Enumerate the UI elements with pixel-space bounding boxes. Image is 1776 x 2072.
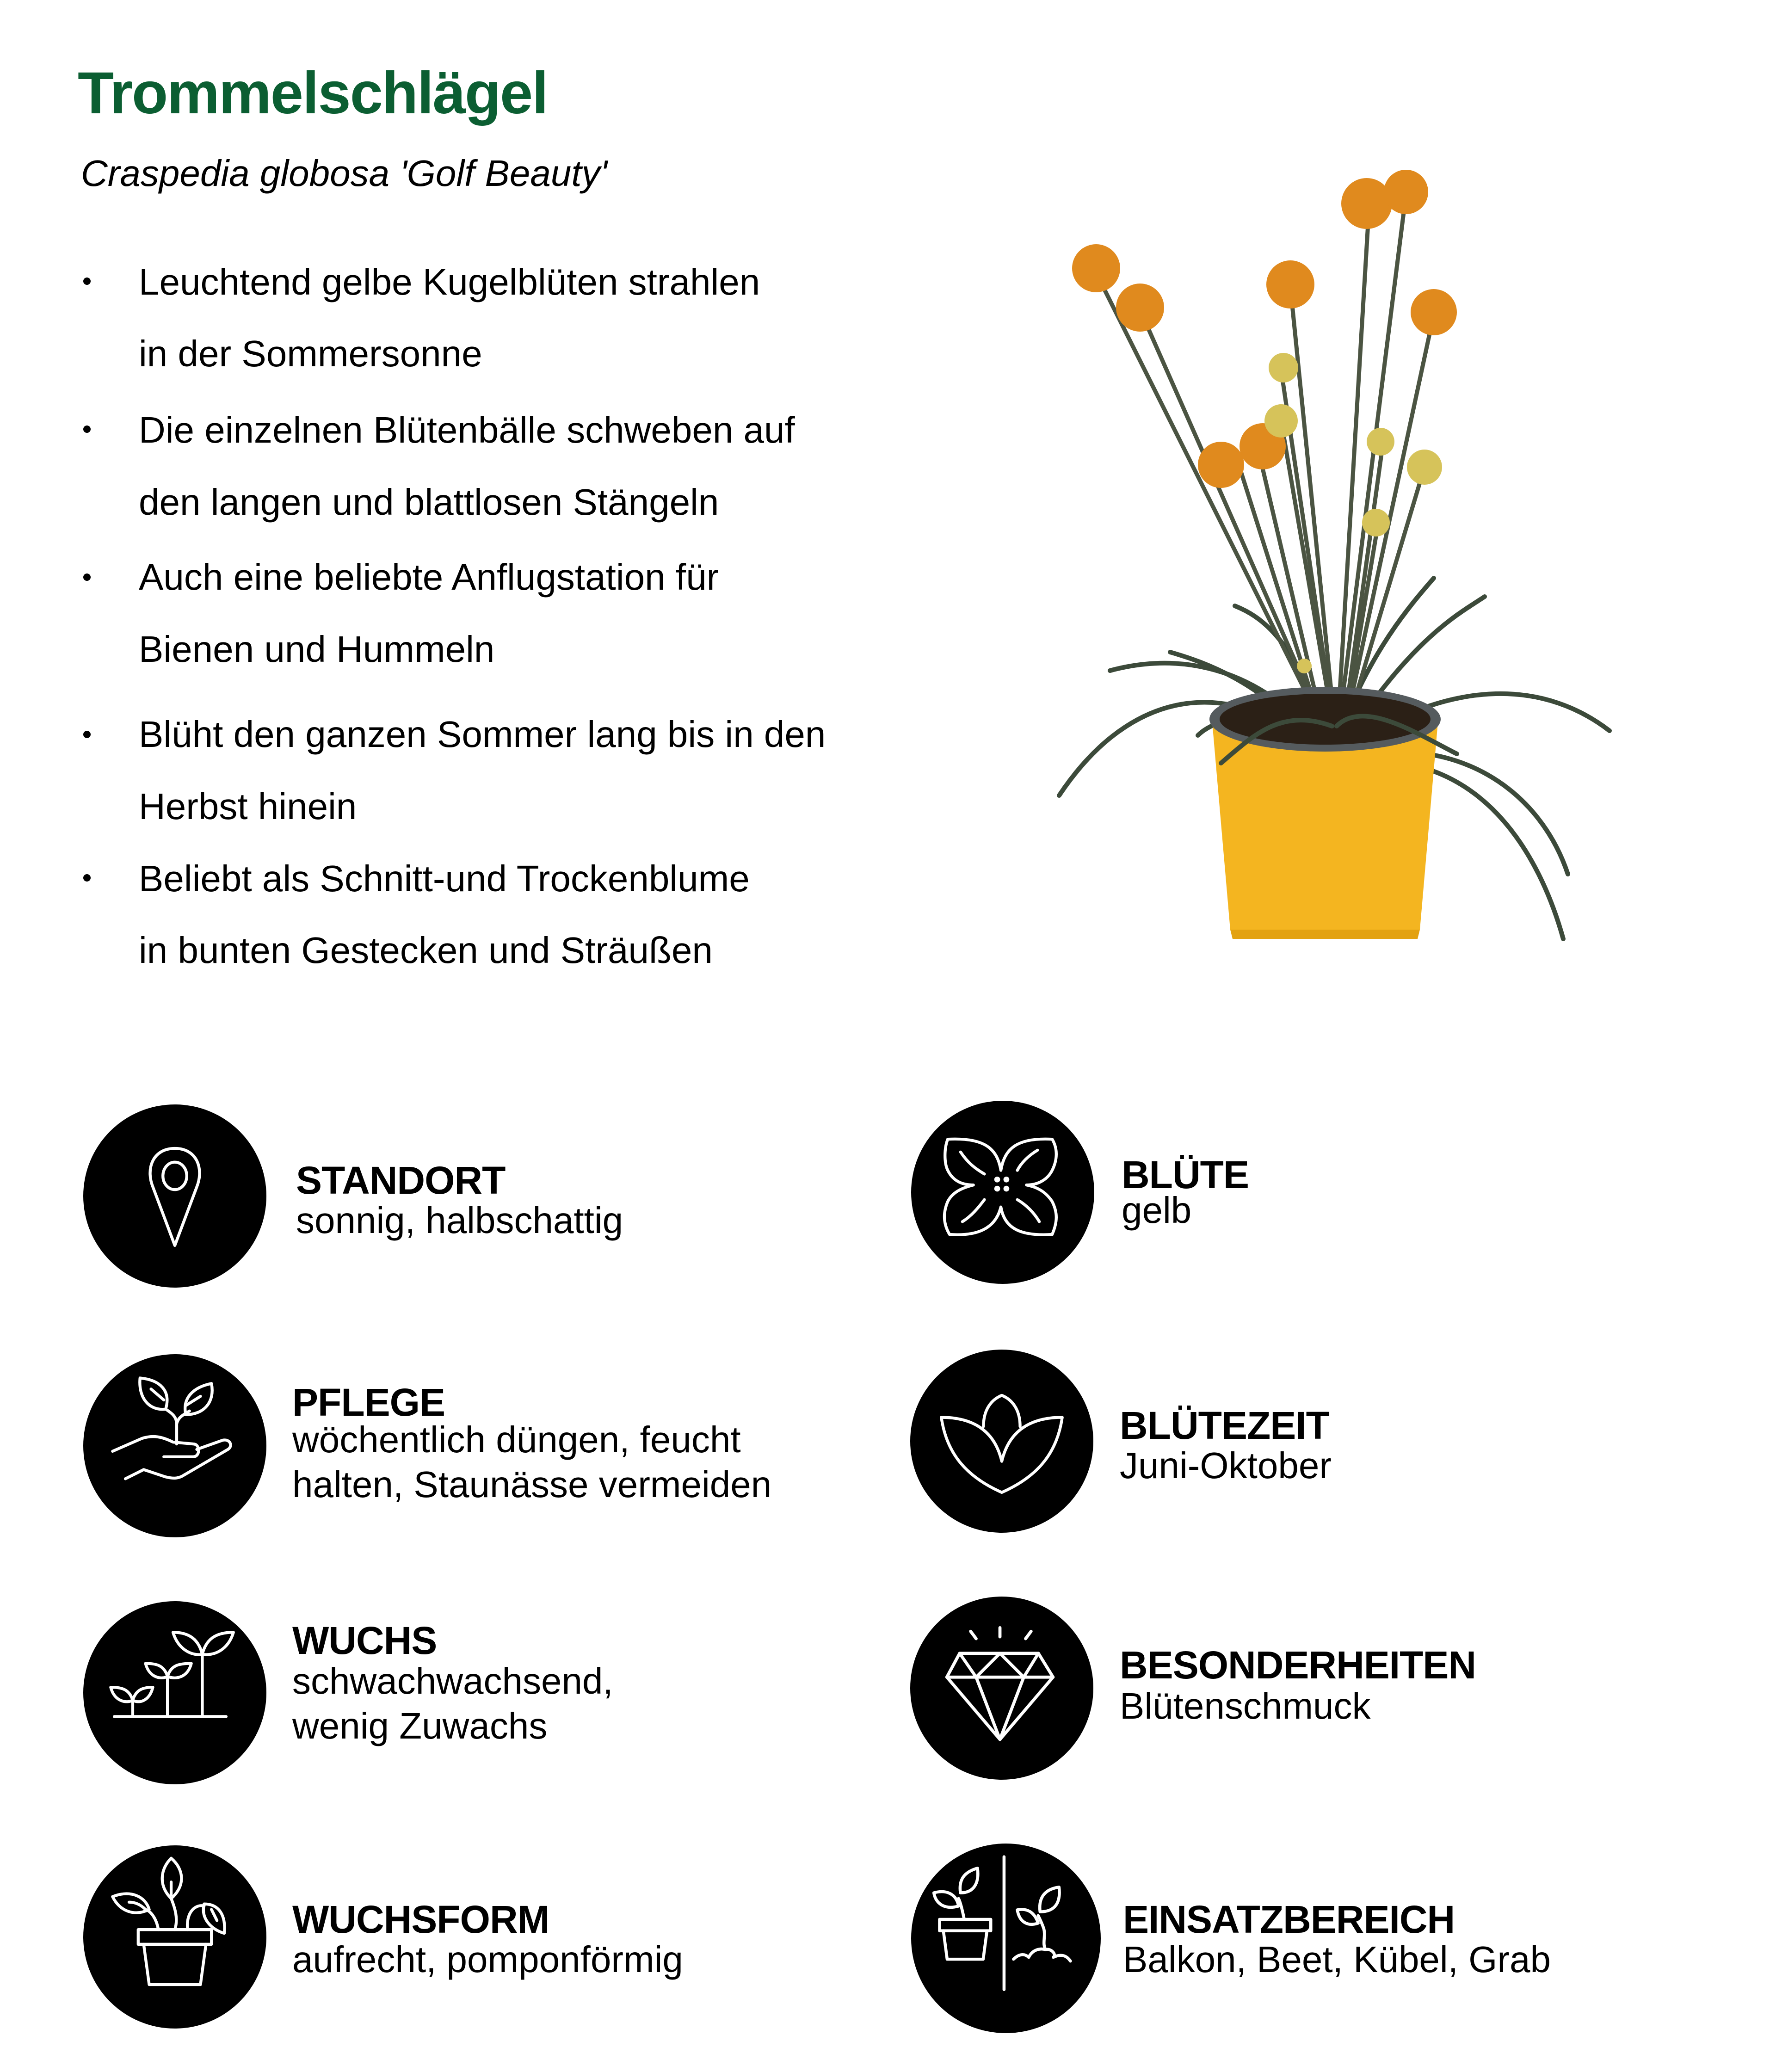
hand-seedling-icon (83, 1354, 266, 1537)
property-value-line: Blütenschmuck (1120, 1685, 1371, 1727)
property-value-line: gelb (1122, 1190, 1192, 1231)
list-item-line: Herbst hinein (139, 786, 357, 827)
botanical-name: Craspedia globosa 'Golf Beauty' (81, 153, 607, 194)
property-label: BLÜTE (1122, 1153, 1249, 1196)
page-title: Trommelschlägel (78, 60, 548, 126)
property-value-line: Balkon, Beet, Kübel, Grab (1123, 1939, 1551, 1980)
property-label: EINSATZBEREICH (1123, 1898, 1455, 1941)
location-pin-icon (83, 1104, 266, 1288)
list-item-line: Bienen und Hummeln (139, 629, 495, 670)
pot-and-ground-icon (911, 1844, 1101, 2033)
property-label: WUCHSFORM (292, 1898, 549, 1941)
product-photo (1041, 153, 1619, 985)
list-item-line: Blüht den ganzen Sommer lang bis in den (139, 714, 826, 755)
property-value-line: wöchentlich düngen, feucht (292, 1419, 741, 1460)
property-label: WUCHS (292, 1619, 437, 1662)
property-value (1123, 1937, 1551, 1982)
list-item-line: Leuchtend gelbe Kugelblüten strahlen (139, 261, 760, 302)
list-item-line: in der Sommersonne (139, 333, 482, 374)
property-value-line: wenig Zuwachs (292, 1705, 548, 1746)
property-value-line: sonnig, halbschattig (296, 1200, 623, 1241)
property-label: BESONDERHEITEN (1120, 1643, 1476, 1687)
property-value (292, 1417, 771, 1507)
potted-plant-photo-icon (1041, 153, 1619, 985)
bullet-icon (83, 426, 91, 433)
lotus-icon (910, 1350, 1093, 1533)
property-label: STANDORT (296, 1159, 506, 1202)
property-value-line: halten, Staunässe vermeiden (292, 1464, 772, 1505)
property-label: BLÜTEZEIT (1120, 1404, 1329, 1447)
flower-icon (911, 1101, 1094, 1284)
list-item-line: Beliebt als Schnitt-und Trockenblume (139, 858, 750, 899)
property-value-line: schwachwachsend, (292, 1660, 613, 1702)
bullet-icon (83, 874, 91, 882)
property-value (1122, 1188, 1191, 1233)
bullet-icon (83, 731, 91, 738)
list-item-line: in bunten Gestecken und Sträußen (139, 930, 713, 971)
property-value (292, 1937, 683, 1982)
growing-plants-icon (83, 1601, 266, 1784)
bullet-icon (83, 278, 91, 285)
property-value (1120, 1684, 1370, 1728)
diamond-icon (910, 1597, 1093, 1780)
property-value (1120, 1443, 1332, 1488)
property-label: PFLEGE (292, 1381, 445, 1424)
list-item-line: den langen und blattlosen Stängeln (139, 481, 719, 523)
property-value (296, 1198, 623, 1243)
property-value-line: aufrecht, pomponförmig (292, 1939, 683, 1980)
bullet-icon (83, 574, 91, 581)
list-item-line: Auch eine beliebte Anflugstation für (139, 556, 719, 598)
property-value-line: Juni-Oktober (1120, 1445, 1332, 1486)
potted-plant-icon (83, 1845, 266, 2029)
list-item-line: Die einzelnen Blütenbälle schweben auf (139, 409, 795, 450)
property-value (292, 1659, 613, 1748)
